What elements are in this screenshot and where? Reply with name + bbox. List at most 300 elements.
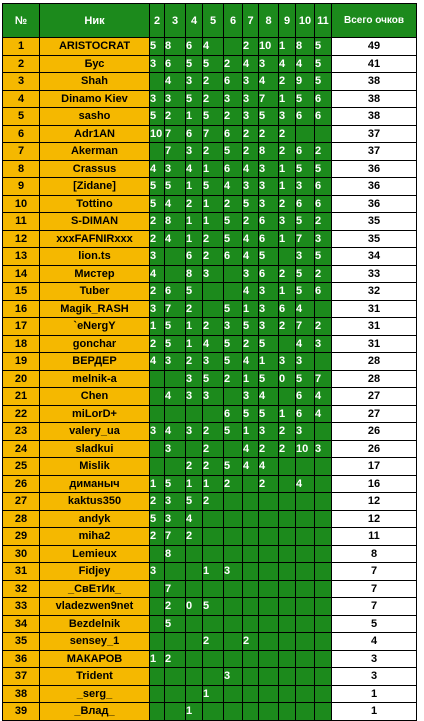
round-score-cell: 6 <box>186 38 203 56</box>
round-score-cell <box>150 545 165 563</box>
round-score-cell <box>243 650 259 668</box>
round-score-cell: 9 <box>296 73 315 91</box>
table-row <box>3 195 417 213</box>
total-score-cell: 27 <box>332 388 417 406</box>
header-nickname: Ник <box>40 4 150 38</box>
round-score-cell <box>224 580 243 598</box>
round-score-cell <box>186 650 203 668</box>
round-score-cell: 3 <box>259 160 279 178</box>
round-score-cell: 5 <box>315 73 332 91</box>
round-score-cell: 3 <box>243 178 259 196</box>
total-score-cell: 17 <box>332 458 417 476</box>
round-score-cell <box>259 668 279 686</box>
round-score-cell: 6 <box>315 283 332 301</box>
round-score-cell: 5 <box>150 195 165 213</box>
round-score-cell: 3 <box>315 440 332 458</box>
round-score-cell: 1 <box>243 300 259 318</box>
round-score-cell: 5 <box>224 335 243 353</box>
round-score-cell <box>224 598 243 616</box>
rank-cell: 17 <box>3 318 40 336</box>
round-score-cell: 5 <box>224 143 243 161</box>
round-score-cell <box>150 615 165 633</box>
round-score-cell: 3 <box>259 300 279 318</box>
round-score-cell <box>296 510 315 528</box>
round-score-cell: 3 <box>243 108 259 126</box>
round-score-cell <box>296 493 315 511</box>
round-score-cell <box>224 633 243 651</box>
header-total: Всего очков <box>332 4 417 38</box>
round-score-cell: 2 <box>150 493 165 511</box>
round-score-cell <box>243 703 259 721</box>
round-score-cell <box>279 475 296 493</box>
header-round: 7 <box>243 4 259 38</box>
rank-cell: 13 <box>3 248 40 266</box>
round-score-cell: 5 <box>259 248 279 266</box>
table-row <box>3 108 417 126</box>
round-score-cell <box>165 370 186 388</box>
table-row <box>3 545 417 563</box>
total-score-cell: 8 <box>332 545 417 563</box>
round-score-cell <box>296 668 315 686</box>
nickname-cell: Bezdelnik <box>40 615 150 633</box>
round-score-cell: 5 <box>296 213 315 231</box>
round-score-cell: 4 <box>186 510 203 528</box>
round-score-cell <box>186 405 203 423</box>
nickname-cell: lion.ts <box>40 248 150 266</box>
round-score-cell <box>224 703 243 721</box>
round-score-cell: 4 <box>296 335 315 353</box>
round-score-cell: 4 <box>259 458 279 476</box>
header-round: 8 <box>259 4 279 38</box>
round-score-cell <box>296 650 315 668</box>
header-round: 3 <box>165 4 186 38</box>
round-score-cell: 3 <box>296 423 315 441</box>
round-score-cell <box>150 458 165 476</box>
round-score-cell: 4 <box>243 440 259 458</box>
round-score-cell: 4 <box>259 388 279 406</box>
nickname-cell: Mislik <box>40 458 150 476</box>
round-score-cell <box>165 248 186 266</box>
round-score-cell: 3 <box>315 230 332 248</box>
total-score-cell: 3 <box>332 650 417 668</box>
round-score-cell: 4 <box>165 388 186 406</box>
round-score-cell: 3 <box>224 318 243 336</box>
nickname-cell: Magik_RASH <box>40 300 150 318</box>
round-score-cell: 3 <box>224 90 243 108</box>
round-score-cell: 1 <box>279 283 296 301</box>
rank-cell: 3 <box>3 73 40 91</box>
round-score-cell: 5 <box>150 178 165 196</box>
rank-cell: 14 <box>3 265 40 283</box>
round-score-cell: 6 <box>296 195 315 213</box>
rank-cell: 6 <box>3 125 40 143</box>
round-score-cell <box>279 668 296 686</box>
round-score-cell: 8 <box>165 545 186 563</box>
round-score-cell: 5 <box>259 370 279 388</box>
nickname-cell: sladkui <box>40 440 150 458</box>
round-score-cell <box>259 493 279 511</box>
round-score-cell <box>224 38 243 56</box>
round-score-cell <box>296 703 315 721</box>
total-score-cell: 31 <box>332 300 417 318</box>
round-score-cell <box>279 598 296 616</box>
round-score-cell <box>150 73 165 91</box>
round-score-cell <box>279 510 296 528</box>
nickname-cell: Crassus <box>40 160 150 178</box>
total-score-cell: 27 <box>332 405 417 423</box>
round-score-cell: 2 <box>243 213 259 231</box>
round-score-cell: 6 <box>315 90 332 108</box>
round-score-cell: 7 <box>165 300 186 318</box>
rank-cell: 29 <box>3 528 40 546</box>
table-row <box>3 300 417 318</box>
round-score-cell: 8 <box>165 38 186 56</box>
round-score-cell <box>279 458 296 476</box>
table-row <box>3 55 417 73</box>
total-score-cell: 31 <box>332 335 417 353</box>
round-score-cell: 5 <box>296 265 315 283</box>
nickname-cell: диманыч <box>40 475 150 493</box>
round-score-cell: 4 <box>243 283 259 301</box>
round-score-cell <box>259 633 279 651</box>
leaderboard-table <box>2 3 417 721</box>
round-score-cell <box>203 650 224 668</box>
round-score-cell: 2 <box>186 458 203 476</box>
round-score-cell: 3 <box>186 370 203 388</box>
round-score-cell: 5 <box>203 370 224 388</box>
round-score-cell: 2 <box>279 73 296 91</box>
total-score-cell: 1 <box>332 685 417 703</box>
round-score-cell: 1 <box>203 685 224 703</box>
rank-cell: 16 <box>3 300 40 318</box>
round-score-cell <box>203 528 224 546</box>
rank-cell: 18 <box>3 335 40 353</box>
round-score-cell: 2 <box>150 528 165 546</box>
table-row <box>3 160 417 178</box>
round-score-cell <box>224 545 243 563</box>
round-score-cell <box>150 633 165 651</box>
round-score-cell: 3 <box>203 265 224 283</box>
round-score-cell <box>165 668 186 686</box>
rank-cell: 25 <box>3 458 40 476</box>
round-score-cell: 3 <box>150 55 165 73</box>
round-score-cell: 4 <box>243 458 259 476</box>
round-score-cell: 3 <box>243 73 259 91</box>
round-score-cell: 1 <box>186 475 203 493</box>
nickname-cell: Shah <box>40 73 150 91</box>
round-score-cell <box>224 615 243 633</box>
round-score-cell: 1 <box>279 178 296 196</box>
round-score-cell <box>224 388 243 406</box>
rank-cell: 30 <box>3 545 40 563</box>
round-score-cell: 2 <box>150 283 165 301</box>
round-score-cell: 10 <box>259 38 279 56</box>
round-score-cell <box>203 510 224 528</box>
total-score-cell: 36 <box>332 160 417 178</box>
round-score-cell: 4 <box>243 248 259 266</box>
table-row <box>3 668 417 686</box>
round-score-cell: 2 <box>186 353 203 371</box>
total-score-cell: 16 <box>332 475 417 493</box>
rank-cell: 35 <box>3 633 40 651</box>
round-score-cell: 2 <box>203 440 224 458</box>
round-score-cell <box>315 563 332 581</box>
round-score-cell: 3 <box>150 563 165 581</box>
nickname-cell: Бус <box>40 55 150 73</box>
table-row <box>3 388 417 406</box>
round-score-cell: 4 <box>150 353 165 371</box>
round-score-cell <box>315 423 332 441</box>
round-score-cell: 5 <box>315 55 332 73</box>
round-score-cell: 5 <box>165 335 186 353</box>
round-score-cell: 5 <box>186 55 203 73</box>
round-score-cell: 5 <box>186 90 203 108</box>
round-score-cell <box>315 598 332 616</box>
rank-cell: 33 <box>3 598 40 616</box>
round-score-cell: 3 <box>186 143 203 161</box>
table-row <box>3 143 417 161</box>
nickname-cell: kaktus350 <box>40 493 150 511</box>
round-score-cell <box>296 528 315 546</box>
table-row <box>3 265 417 283</box>
round-score-cell <box>279 528 296 546</box>
total-score-cell: 35 <box>332 213 417 231</box>
round-score-cell: 1 <box>150 650 165 668</box>
round-score-cell: 4 <box>315 405 332 423</box>
round-score-cell <box>150 580 165 598</box>
header-round: 2 <box>150 4 165 38</box>
round-score-cell: 4 <box>315 388 332 406</box>
round-score-cell: 6 <box>165 283 186 301</box>
round-score-cell: 5 <box>224 423 243 441</box>
round-score-cell <box>279 563 296 581</box>
round-score-cell: 1 <box>186 335 203 353</box>
round-score-cell <box>296 458 315 476</box>
round-score-cell: 6 <box>296 108 315 126</box>
round-score-cell <box>315 650 332 668</box>
round-score-cell <box>150 440 165 458</box>
round-score-cell: 3 <box>150 248 165 266</box>
round-score-cell: 2 <box>203 458 224 476</box>
table-row <box>3 335 417 353</box>
round-score-cell: 7 <box>203 125 224 143</box>
round-score-cell: 4 <box>186 160 203 178</box>
round-score-cell: 2 <box>224 475 243 493</box>
total-score-cell: 26 <box>332 423 417 441</box>
round-score-cell <box>315 300 332 318</box>
round-score-cell: 4 <box>243 353 259 371</box>
round-score-cell <box>259 615 279 633</box>
round-score-cell: 4 <box>165 423 186 441</box>
round-score-cell <box>315 493 332 511</box>
nickname-cell: ARISTOCRAT <box>40 38 150 56</box>
round-score-cell: 3 <box>150 90 165 108</box>
round-score-cell <box>259 580 279 598</box>
total-score-cell: 34 <box>332 248 417 266</box>
round-score-cell: 6 <box>224 160 243 178</box>
table-row <box>3 633 417 651</box>
round-score-cell: 2 <box>203 248 224 266</box>
nickname-cell: ВЕРДЕР <box>40 353 150 371</box>
rank-cell: 39 <box>3 703 40 721</box>
round-score-cell: 2 <box>186 195 203 213</box>
total-score-cell: 7 <box>332 580 417 598</box>
round-score-cell <box>279 493 296 511</box>
total-score-cell: 5 <box>332 615 417 633</box>
table-row <box>3 353 417 371</box>
round-score-cell: 3 <box>296 353 315 371</box>
total-score-cell: 36 <box>332 178 417 196</box>
table-row <box>3 615 417 633</box>
round-score-cell: 1 <box>186 213 203 231</box>
round-score-cell: 1 <box>203 563 224 581</box>
round-score-cell: 2 <box>224 195 243 213</box>
round-score-cell <box>279 335 296 353</box>
round-score-cell: 3 <box>203 388 224 406</box>
round-score-cell: 5 <box>243 195 259 213</box>
table-row <box>3 370 417 388</box>
round-score-cell: 6 <box>224 125 243 143</box>
round-score-cell: 3 <box>165 90 186 108</box>
round-score-cell: 2 <box>165 108 186 126</box>
round-score-cell: 5 <box>224 353 243 371</box>
round-score-cell: 3 <box>259 55 279 73</box>
round-score-cell <box>279 650 296 668</box>
header-round: 10 <box>296 4 315 38</box>
total-score-cell: 3 <box>332 668 417 686</box>
round-score-cell <box>224 493 243 511</box>
round-score-cell: 6 <box>296 388 315 406</box>
nickname-cell: `eNergY <box>40 318 150 336</box>
round-score-cell: 5 <box>203 598 224 616</box>
round-score-cell: 7 <box>259 90 279 108</box>
round-score-cell: 3 <box>259 178 279 196</box>
round-score-cell: 5 <box>165 615 186 633</box>
table-row <box>3 405 417 423</box>
round-score-cell <box>315 668 332 686</box>
round-score-cell: 3 <box>279 108 296 126</box>
round-score-cell <box>203 580 224 598</box>
round-score-cell <box>203 703 224 721</box>
table-row <box>3 213 417 231</box>
table-row <box>3 458 417 476</box>
rank-cell: 38 <box>3 685 40 703</box>
rank-cell: 32 <box>3 580 40 598</box>
round-score-cell: 2 <box>279 423 296 441</box>
round-score-cell: 1 <box>186 230 203 248</box>
round-score-cell: 4 <box>243 230 259 248</box>
round-score-cell: 5 <box>315 160 332 178</box>
round-score-cell <box>203 668 224 686</box>
round-score-cell <box>296 563 315 581</box>
nickname-cell: sensey_1 <box>40 633 150 651</box>
round-score-cell: 2 <box>279 125 296 143</box>
round-score-cell: 5 <box>203 108 224 126</box>
header-round: 9 <box>279 4 296 38</box>
round-score-cell: 1 <box>243 370 259 388</box>
nickname-cell: Мистер <box>40 265 150 283</box>
round-score-cell <box>315 580 332 598</box>
rank-cell: 2 <box>3 55 40 73</box>
table-row <box>3 493 417 511</box>
round-score-cell <box>150 143 165 161</box>
round-score-cell: 6 <box>186 248 203 266</box>
round-score-cell: 3 <box>243 388 259 406</box>
round-score-cell <box>296 598 315 616</box>
round-score-cell: 0 <box>279 370 296 388</box>
header-row <box>3 4 417 38</box>
round-score-cell: 2 <box>243 633 259 651</box>
table-row <box>3 90 417 108</box>
table-row <box>3 598 417 616</box>
round-score-cell <box>243 615 259 633</box>
round-score-cell: 1 <box>150 318 165 336</box>
round-score-cell <box>150 703 165 721</box>
round-score-cell: 10 <box>296 440 315 458</box>
round-score-cell <box>186 440 203 458</box>
total-score-cell: 26 <box>332 440 417 458</box>
round-score-cell: 10 <box>150 125 165 143</box>
round-score-cell: 1 <box>186 178 203 196</box>
round-score-cell: 2 <box>315 143 332 161</box>
header-round: 6 <box>224 4 243 38</box>
table-row <box>3 650 417 668</box>
round-score-cell: 4 <box>165 73 186 91</box>
round-score-cell: 3 <box>296 248 315 266</box>
nickname-cell: S-DIMAN <box>40 213 150 231</box>
round-score-cell: 5 <box>165 178 186 196</box>
round-score-cell: 4 <box>165 195 186 213</box>
round-score-cell: 6 <box>259 213 279 231</box>
round-score-cell: 7 <box>165 143 186 161</box>
round-score-cell <box>259 650 279 668</box>
round-score-cell: 1 <box>259 353 279 371</box>
nickname-cell: vladezwen9net <box>40 598 150 616</box>
round-score-cell: 4 <box>203 38 224 56</box>
round-score-cell <box>279 388 296 406</box>
nickname-cell: sasho <box>40 108 150 126</box>
round-score-cell <box>186 633 203 651</box>
round-score-cell <box>315 703 332 721</box>
total-score-cell: 41 <box>332 55 417 73</box>
rank-cell: 26 <box>3 475 40 493</box>
rank-cell: 9 <box>3 178 40 196</box>
nickname-cell: _СвЕтИк_ <box>40 580 150 598</box>
nickname-cell: miLorD+ <box>40 405 150 423</box>
round-score-cell: 8 <box>165 213 186 231</box>
round-score-cell <box>315 125 332 143</box>
round-score-cell: 3 <box>279 213 296 231</box>
round-score-cell: 2 <box>203 90 224 108</box>
round-score-cell: 2 <box>150 213 165 231</box>
round-score-cell <box>186 668 203 686</box>
round-score-cell: 5 <box>186 283 203 301</box>
rank-cell: 37 <box>3 668 40 686</box>
round-score-cell <box>224 650 243 668</box>
table-row <box>3 125 417 143</box>
header-round: 11 <box>315 4 332 38</box>
round-score-cell <box>296 580 315 598</box>
round-score-cell: 3 <box>224 668 243 686</box>
round-score-cell <box>259 510 279 528</box>
total-score-cell: 38 <box>332 108 417 126</box>
rank-cell: 12 <box>3 230 40 248</box>
round-score-cell: 6 <box>259 230 279 248</box>
round-score-cell: 0 <box>186 598 203 616</box>
rank-cell: 31 <box>3 563 40 581</box>
nickname-cell: Fidjey <box>40 563 150 581</box>
round-score-cell: 6 <box>315 178 332 196</box>
